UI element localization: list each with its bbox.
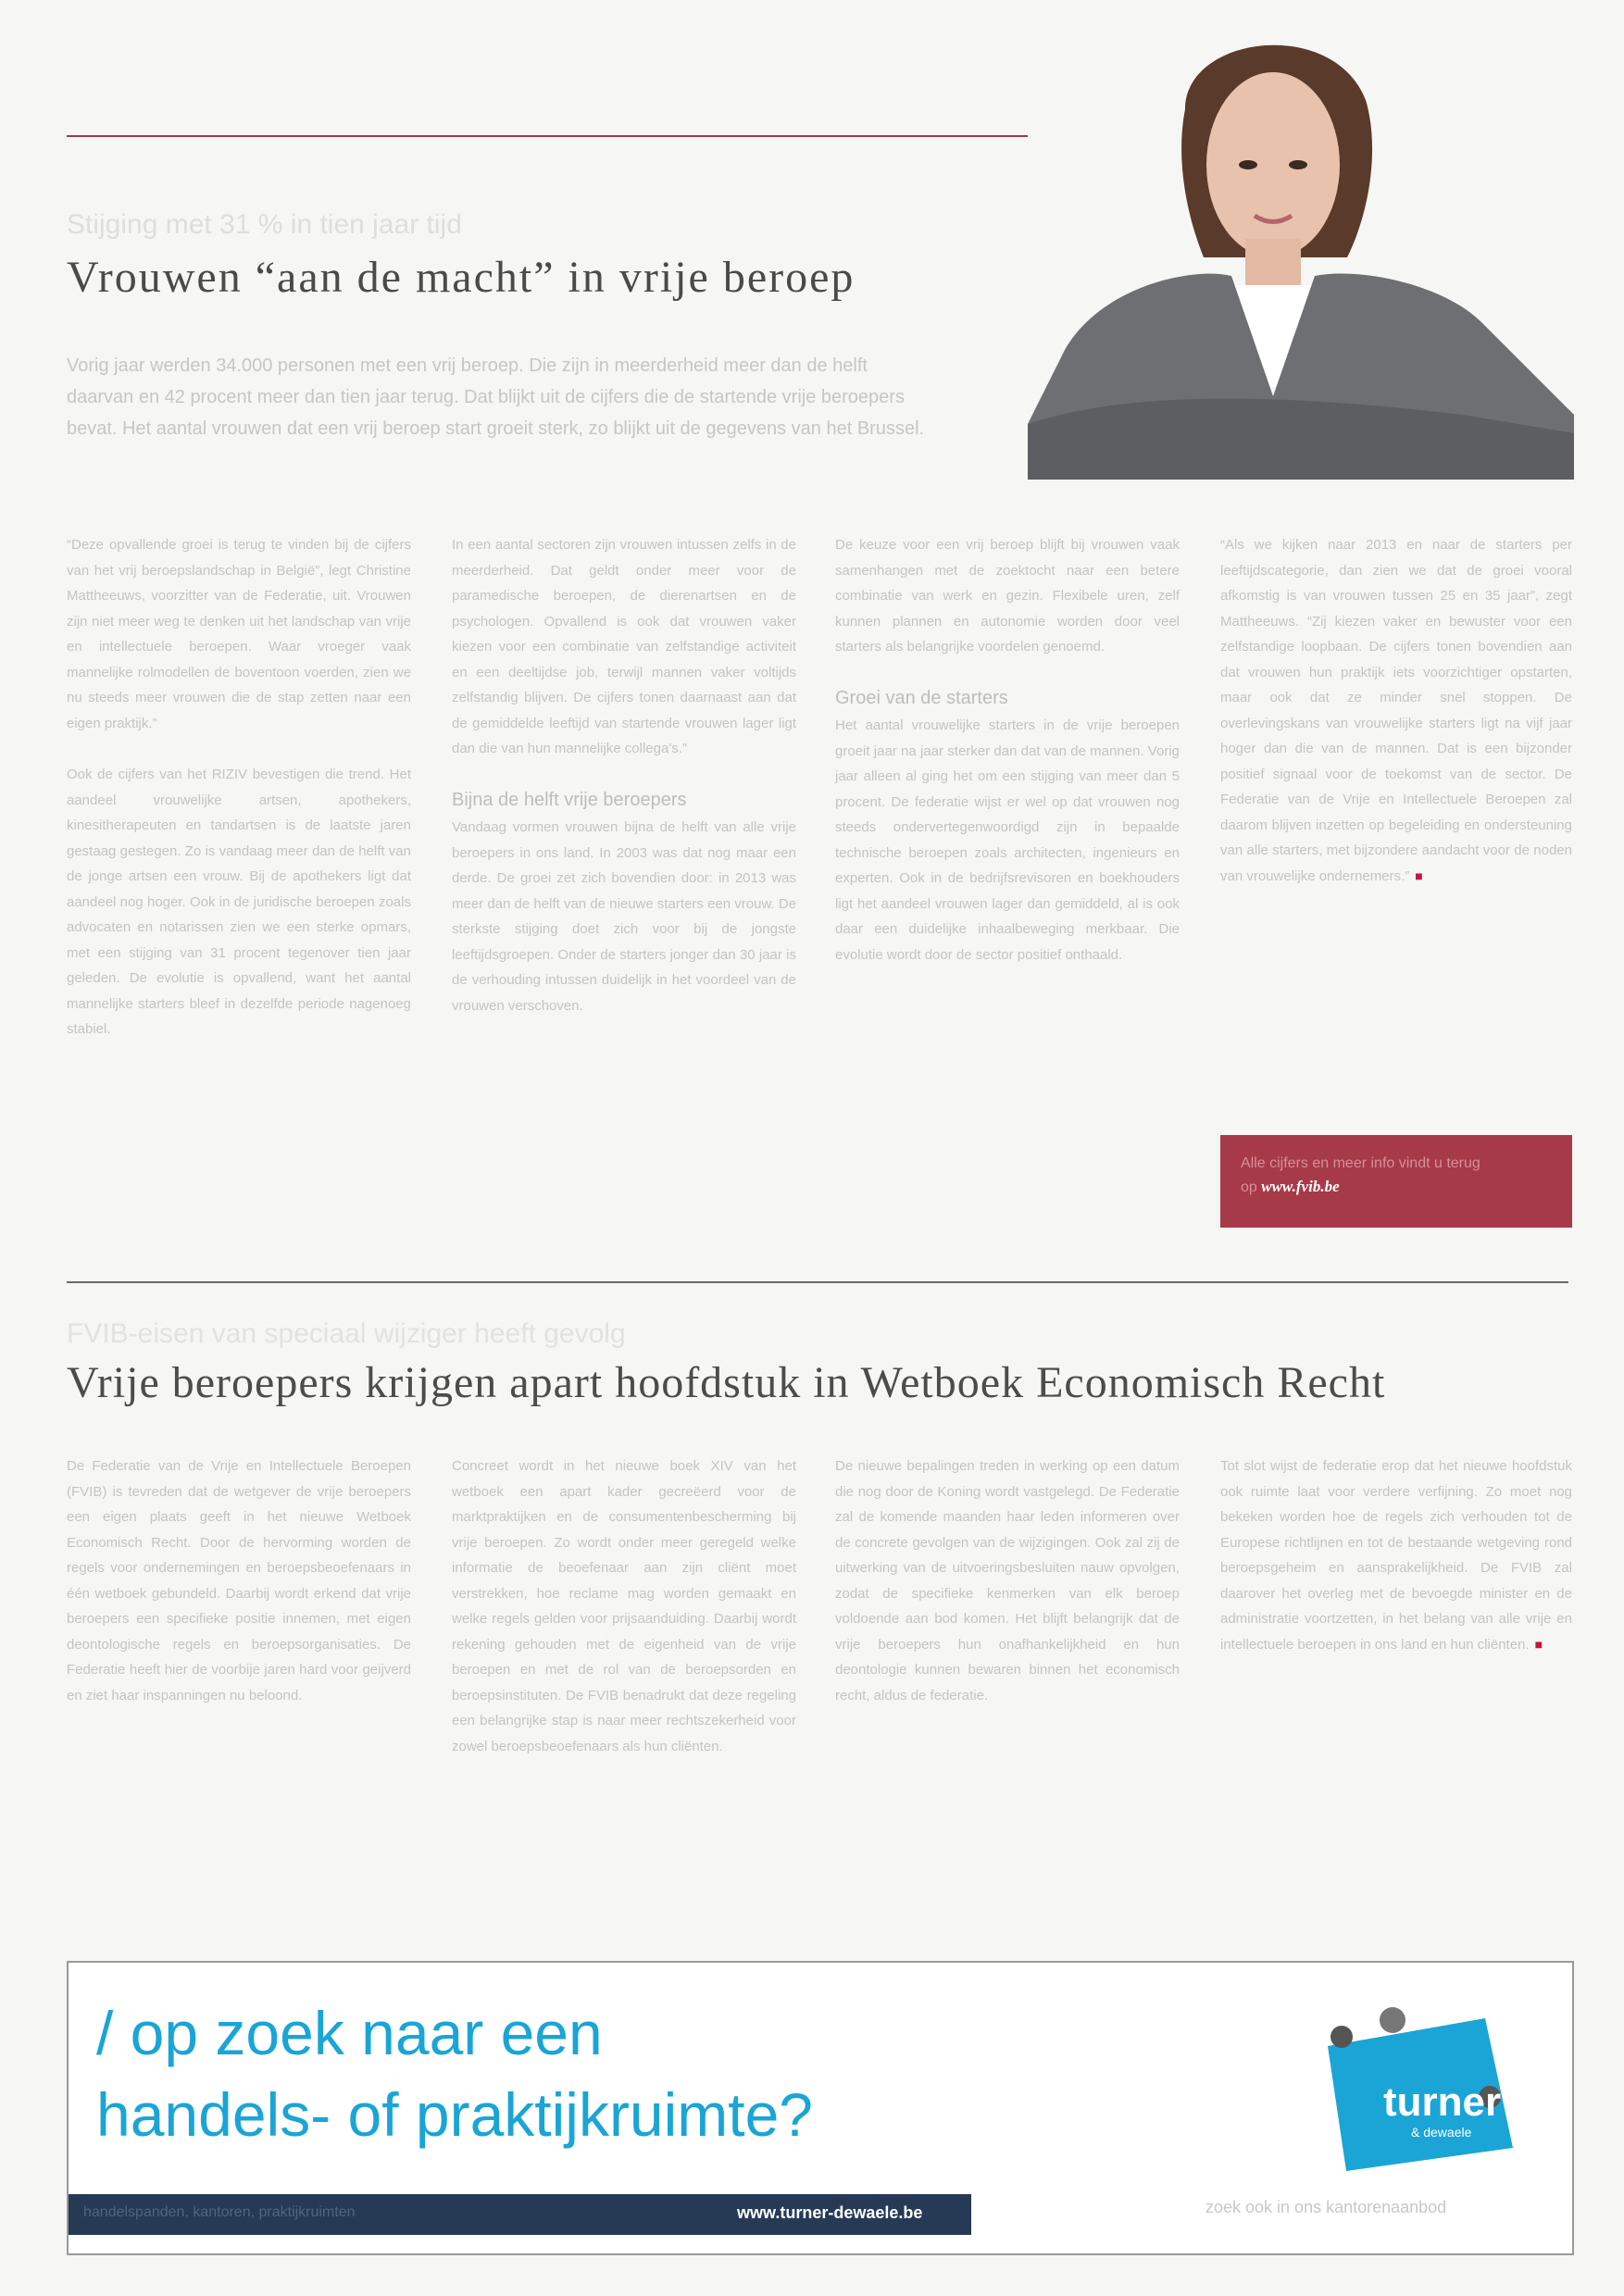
info-box-prefix: op	[1241, 1179, 1257, 1195]
paragraph: In een aantal sectoren zijn vrouwen intussen zelfs in de meerderheid. Dat geldt onder meer voor de paramedische beroepen, de dierenartsen en de psychologen. Opvallend is ook dat vrouwen vaker kiezen voor een combinatie van zelfstandige activiteit en een deeltijdse job, terwijl mannen vaker voltijds zelfstandig blijven. De cijfers tonen daarnaast aan dat de gemiddelde leeftijd van startende vrouwen lager ligt dan die van hun mannelijke collega's.”	[452, 537, 796, 756]
paragraph: “Deze opvallende groei is terug te vinden bij de cijfers van het vrij beroepslandschap in België”, legt Christine Mattheeuws, voorzitter van de Federatie, uit. Vrouwen zijn niet meer weg te denken uit het landschap van vrije en intellectuele beroepen. Waar vroeger vaak mannelijke rolmodellen de boventoon voerden, zien we nu steeds meer vrouwen die de stap zetten naar een eigen praktijk.”	[67, 537, 411, 731]
section-subhead: Bijna de helft vrije beroepers	[452, 789, 687, 810]
brand-name: turner	[1383, 2079, 1502, 2125]
paragraph: De Federatie van de Vrije en Intellectuele Beroepen (FVIB) is tevreden dat de wetgever de vrije beroepers een eigen plaats geeft in het nieuwe Wetboek Economisch Recht. Door de hervorming worden de regels voor ondernemingen en beroepsbeoefenaars in één wetboek gebundeld. Daarbij wordt erkend dat vrije beroepers een specifieke positie innemen, met eigen deontologische regels en beroepsorganisaties. De Federatie heeft hier de voorbije jaren hard voor geijverd en ziet haar inspanningen nu beloond.	[67, 1458, 411, 1703]
advertisement	[67, 1961, 1574, 2255]
article-1-headline: Vrouwen “aan de macht” in vrije beroep	[67, 253, 856, 302]
ad-website-link[interactable]: www.turner-dewaele.be	[737, 2203, 923, 2222]
turner-logo-icon	[1272, 1990, 1550, 2185]
info-box-line-1: Alle cijfers en meer info vindt u terug	[1241, 1155, 1480, 1171]
article-2-column-1	[67, 1454, 411, 1734]
end-mark: ■	[1415, 867, 1423, 883]
ad-side-text: zoek ook in ons kantorenaanbod	[1206, 2198, 1447, 2216]
paragraph: Het aantal vrouwelijke starters in de vrije beroepen groeit jaar na jaar sterker dan dat van de mannen. Vorig jaar alleen al ging het om een stijging van meer dan 5 procent. De federatie wijst er wel op dat vrouwen nog steeds ondervertegenwoordigd zijn in bepaalde technische beroepen zoals architecten, ingenieurs en experten. Ook in de bedrijfsrevisoren en boekhouders ligt het aandeel vrouwen lager dan gemiddeld, al is ook daar een duidelijke inhaalbeweging merkbaar. Die evolutie wordt door de sector positief onthaald.	[835, 718, 1180, 963]
paragraph: Vandaag vormen vrouwen bijna de helft van alle vrije beroepers in ons land. In 2003 was dat nog maar een derde. De groei zet zich bovendien door: in 2013 was meer dan de helft van de nieuwe starters een vrouw. De sterkste stijging doet zich voor bij de jongste leeftijdsgroepen. Onder de starters jonger dan 30 jaar is de verhouding intussen duidelijk in het voordeel van de vrouwen verschoven.	[452, 819, 796, 1014]
article-2-column-4	[1220, 1454, 1572, 1683]
brand-sub: & dewaele	[1411, 2125, 1472, 2140]
section-subhead: Groei van de starters	[835, 687, 1008, 708]
ad-footer-bar	[69, 2194, 971, 2235]
paragraph	[1220, 532, 1572, 889]
article-2-headline: Vrije beroepers krijgen apart hoofdstuk in Wetboek Economisch Recht	[67, 1358, 1386, 1407]
paragraph-text: Tot slot wijst de federatie erop dat het nieuwe hoofdstuk ook ruimte laat voor verdere verfijning. Zo moet nog bekeken worden hoe de regels zich verhouden tot de Europese richtlijnen en tot de bestaande wetgeving rond beroepsgeheim en aansprakelijkheid. De FVIB zal daarover het overleg met de bevoegde minister en de administratie voortzetten, in het belang van alle vrije en intellectuele beroepen in ons land en hun cliënten.	[1220, 1458, 1572, 1653]
end-mark: ■	[1534, 1636, 1543, 1652]
article-2-column-2	[452, 1454, 796, 1785]
article-2-kicker: FVIB-eisen van speciaal wijziger heeft gevolg	[67, 1318, 626, 1349]
ad-headline-line-1: / op zoek naar een	[96, 1999, 603, 2067]
article-1-lead: Vorig jaar werden 34.000 personen met een vrij beroep. Die zijn in meerderheid meer dan de helft daarvan en 42 procent meer dan tien jaar terug. Dat blijkt uit de cijfers die de startende vrije beroepers bevat. Het aantal vrouwen dat een vrij beroep start groeit sterk, zo blijkt uit de gegevens van het Brussel.	[67, 356, 925, 439]
article-1-kicker: Stijging met 31 % in tien jaar tijd	[67, 209, 462, 240]
portrait-photo	[1028, 26, 1574, 480]
ad-headline-line-2: handels- of praktijkruimte?	[96, 2080, 814, 2149]
article-1-column-2	[452, 532, 796, 1044]
article-1-column-1	[67, 532, 411, 1068]
info-box-link[interactable]: www.fvib.be	[1261, 1178, 1340, 1195]
paragraph: Concreet wordt in het nieuwe boek XIV van het wetboek een apart kader gecreëerd voor de marktpraktijken en de consumentenbescherming bij vrije beroepen. Zo wordt onder meer geregeld welke informatie de beoefenaar aan zijn cliënt moet verstrekken, hoe reclame mag worden gemaakt en welke regels gelden voor prijsaanduiding. Daarbij wordt rekening gehouden met de eigenheid van de vrije beroepen en met de rol van de beroepsorden en beroepsinstituten. De FVIB benadrukt dat deze regeling een belangrijke stap is naar meer rechtszekerheid voor zowel beroepsbeoefenaars als hun cliënten.	[452, 1458, 796, 1754]
paragraph: De keuze voor een vrij beroep blijft bij vrouwen vaak samenhangen met de zoektocht naar een betere combinatie van werk en gezin. Flexibele uren, zelf kunnen plannen en autonomie worden door veel starters als belangrijke voordelen genoemd.	[835, 537, 1180, 655]
article-1-column-3	[835, 532, 1180, 993]
ad-tagline: handelspanden, kantoren, praktijkruimten	[83, 2204, 356, 2220]
paragraph: De nieuwe bepalingen treden in werking op een datum die nog door de Koning wordt vastgelegd. De Federatie zal de komende maanden haar leden informeren over de concrete gevolgen van de wijzigingen. Ook zal zij de uitwerking van de uitvoeringsbesluiten nauw opvolgen, zodat de specifieke kenmerken van elk beroep voldoende aan bod komen. Het blijft belangrijk dat de vrije beroepers hun onafhankelijkheid en hun deontologie kunnen bewaren binnen het economisch recht, aldus de federatie.	[835, 1458, 1180, 1703]
section-divider	[67, 1281, 1568, 1283]
article-2-column-3	[835, 1454, 1180, 1734]
info-box-line-2	[1241, 1178, 1555, 1196]
paragraph: Ook de cijfers van het RIZIV bevestigen die trend. Het aandeel vrouwelijke artsen, apothekers, kinesitherapeuten en tandartsen is de laatste jaren gestaag gestegen. Zo is vandaag meer dan de helft van de jonge artsen een vrouw. Bij de apothekers ligt dat aandeel nog hoger. Ook in de juridische beroepen zoals advocaten en notarissen zien we een sterke opmars, met een stijging van 31 procent tegenover tien jaar geleden. De evolutie is opvallend, want het aantal mannelijke starters bleef in dezelfde periode nagenoeg stabiel.	[67, 767, 411, 1037]
info-box	[1220, 1135, 1572, 1228]
paragraph-text: “Als we kijken naar 2013 en naar de starters per leeftijdscategorie, dan zien we dat de groei vooral afkomstig is van vrouwen tussen 25 en 35 jaar”, zegt Mattheeuws. “Zij kiezen vaker en bewuster voor een zelfstandige loopbaan. De cijfers tonen bovendien aan dat vrouwen hun praktijk iets voorzichtiger opstarten, maar ook dat ze minder snel stoppen. De overlevingskans van vrouwelijke starters ligt na vijf jaar hoger dan die van de mannen. Dat is een bijzonder positief signaal voor de toekomst van de sector. De Federatie van de Vrije en Intellectuele Beroepen zal daarom blijven inzetten op begeleiding en ondersteuning van alle starters, met bijzondere aandacht voor de noden van vrouwelijke ondernemers.”	[1220, 537, 1572, 884]
paragraph	[1220, 1454, 1572, 1657]
article-1-column-4	[1220, 532, 1572, 915]
